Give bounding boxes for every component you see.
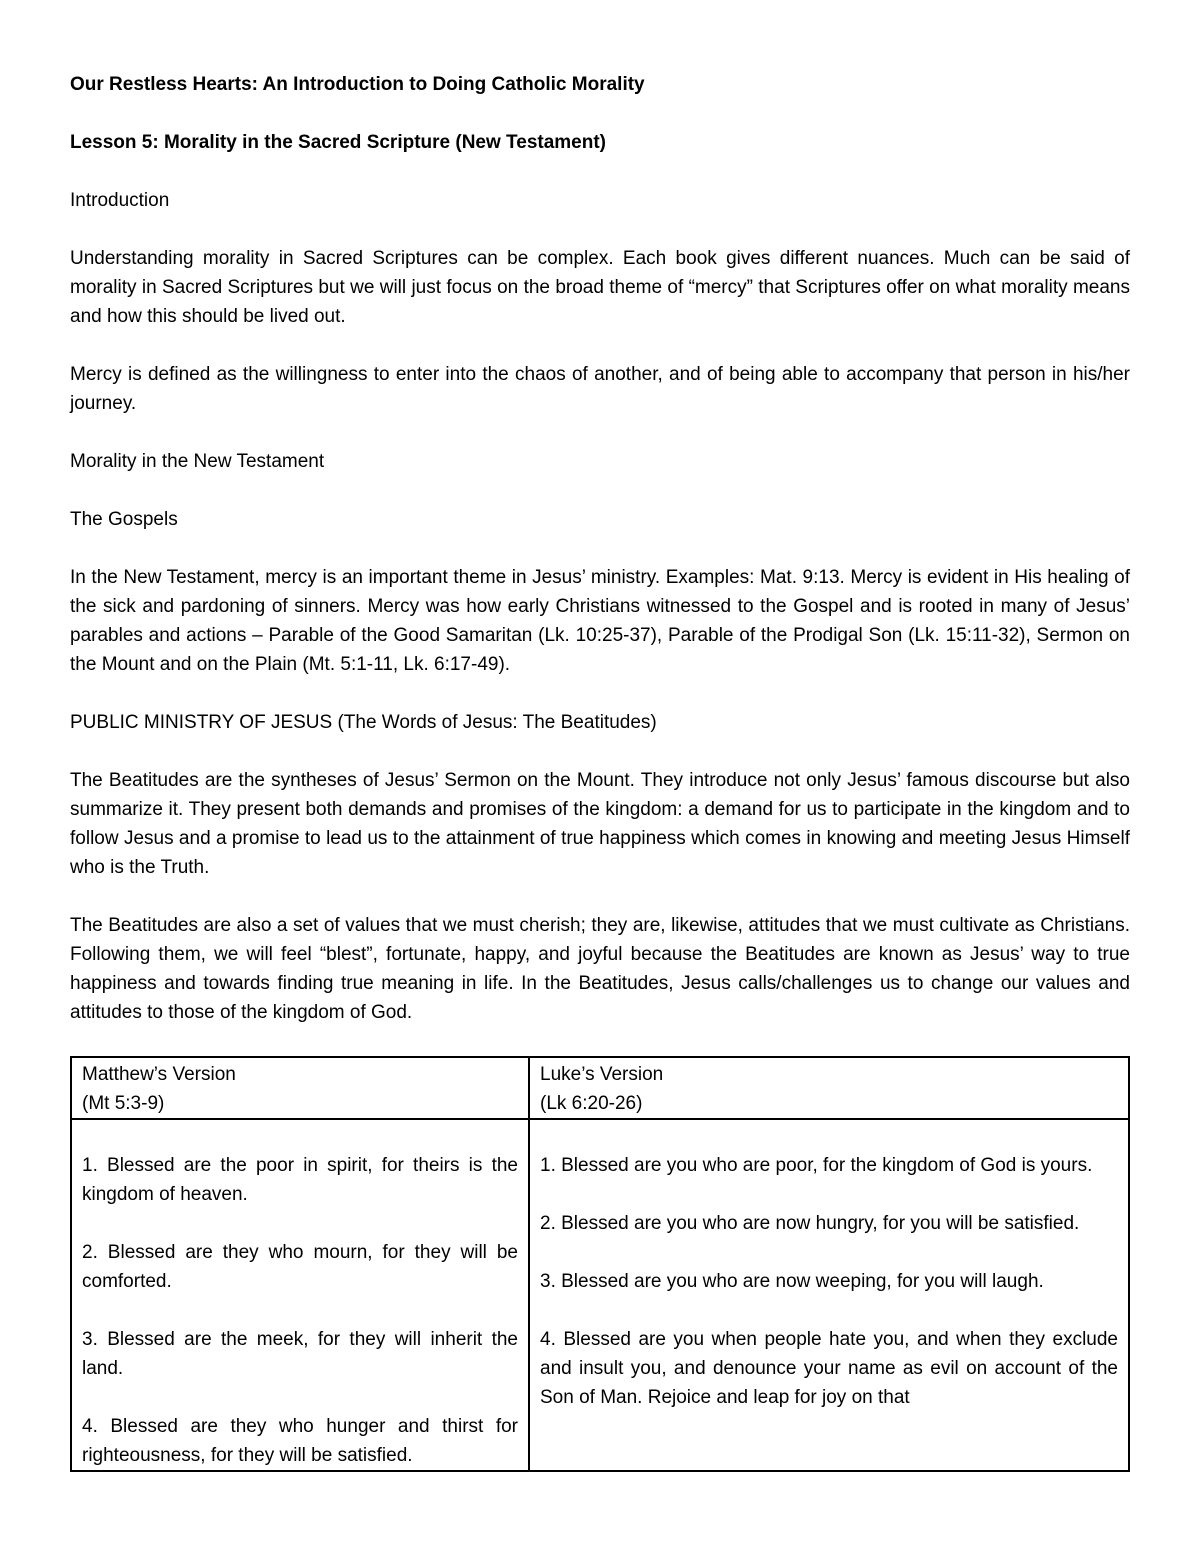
luke-item: 2. Blessed are you who are now hungry, for you will be satisfied. <box>540 1213 1080 1234</box>
matthew-item: 2. Blessed are they who mourn, for they will be comforted. <box>82 1242 518 1292</box>
matthew-item: 3. Blessed are the meek, for they will inherit the land. <box>82 1329 518 1379</box>
nt-heading: Morality in the New Testament <box>70 451 325 472</box>
gospels-heading: The Gospels <box>70 509 178 530</box>
beatitudes-table <box>70 1056 1130 1472</box>
intro-paragraph-2: Mercy is defined as the willingness to enter into the chaos of another, and of being able to accompany that person in his/her journey. <box>70 364 1130 414</box>
luke-ref: (Lk 6:20-26) <box>540 1093 643 1114</box>
matthew-header-cell <box>71 1057 529 1119</box>
luke-item: 4. Blessed are you when people hate you, and when they exclude and insult you, and denounce your name as evil on account of the Son of Man. Rejoice and leap for joy on that <box>540 1329 1118 1408</box>
document-title: Our Restless Hearts: An Introduction to Doing Catholic Morality <box>70 74 645 95</box>
luke-header: Luke’s Version <box>540 1064 664 1085</box>
luke-header-cell <box>529 1057 1129 1119</box>
matthew-item: 1. Blessed are the poor in spirit, for theirs is the kingdom of heaven. <box>82 1155 518 1205</box>
luke-items-cell <box>529 1119 1129 1471</box>
beatitudes-paragraph-1: The Beatitudes are the syntheses of Jesus’ Sermon on the Mount. They introduce not only Jesus’ famous discourse but also summarize it. They present both demands and promises of the kingdom: a demand for us to participate in the kingdom and to follow Jesus and a promise to lead us to the attainment of true happiness which comes in knowing and meeting Jesus Himself who is the Truth. <box>70 770 1130 878</box>
document-page <box>70 70 1130 1472</box>
ministry-heading: PUBLIC MINISTRY OF JESUS (The Words of Jesus: The Beatitudes) <box>70 712 657 733</box>
intro-heading: Introduction <box>70 190 170 211</box>
intro-paragraph-1: Understanding morality in Sacred Scriptures can be complex. Each book gives different nuances. Much can be said of morality in Sacred Scriptures but we will just focus on the broad theme of “mercy” that Scriptures offer on what morality means and how this should be lived out. <box>70 248 1130 327</box>
table-header-row <box>71 1057 1129 1119</box>
lesson-title: Lesson 5: Morality in the Sacred Scripture (New Testament) <box>70 132 606 153</box>
table-body-row <box>71 1119 1129 1471</box>
luke-item: 1. Blessed are you who are poor, for the kingdom of God is yours. <box>540 1155 1093 1176</box>
luke-item: 3. Blessed are you who are now weeping, for you will laugh. <box>540 1271 1044 1292</box>
matthew-ref: (Mt 5:3-9) <box>82 1093 165 1114</box>
gospels-paragraph: In the New Testament, mercy is an important theme in Jesus’ ministry. Examples: Mat. 9:13. Mercy is evident in His healing of the sick and pardoning of sinners. Mercy was how early Christians witnessed to the Gospel and is rooted in many of Jesus’ parables and actions – Parable of the Good Samaritan (Lk. 10:25-37), Parable of the Prodigal Son (Lk. 15:11-32), Sermon on the Mount and on the Plain (Mt. 5:1-11, Lk. 6:17-49). <box>70 567 1130 675</box>
beatitudes-paragraph-2: The Beatitudes are also a set of values that we must cherish; they are, likewise, attitudes that we must cultivate as Christians. Following them, we will feel “blest”, fortunate, happy, and joyful because the Beatitudes are known as Jesus’ way to true happiness and towards finding true meaning in life. In the Beatitudes, Jesus calls/challenges us to change our values and attitudes to those of the kingdom of God. <box>70 915 1130 1023</box>
matthew-header: Matthew’s Version <box>82 1064 236 1085</box>
matthew-items-cell <box>71 1119 529 1471</box>
matthew-item: 4. Blessed are they who hunger and thirst for righteousness, for they will be satisfied. <box>82 1416 518 1466</box>
